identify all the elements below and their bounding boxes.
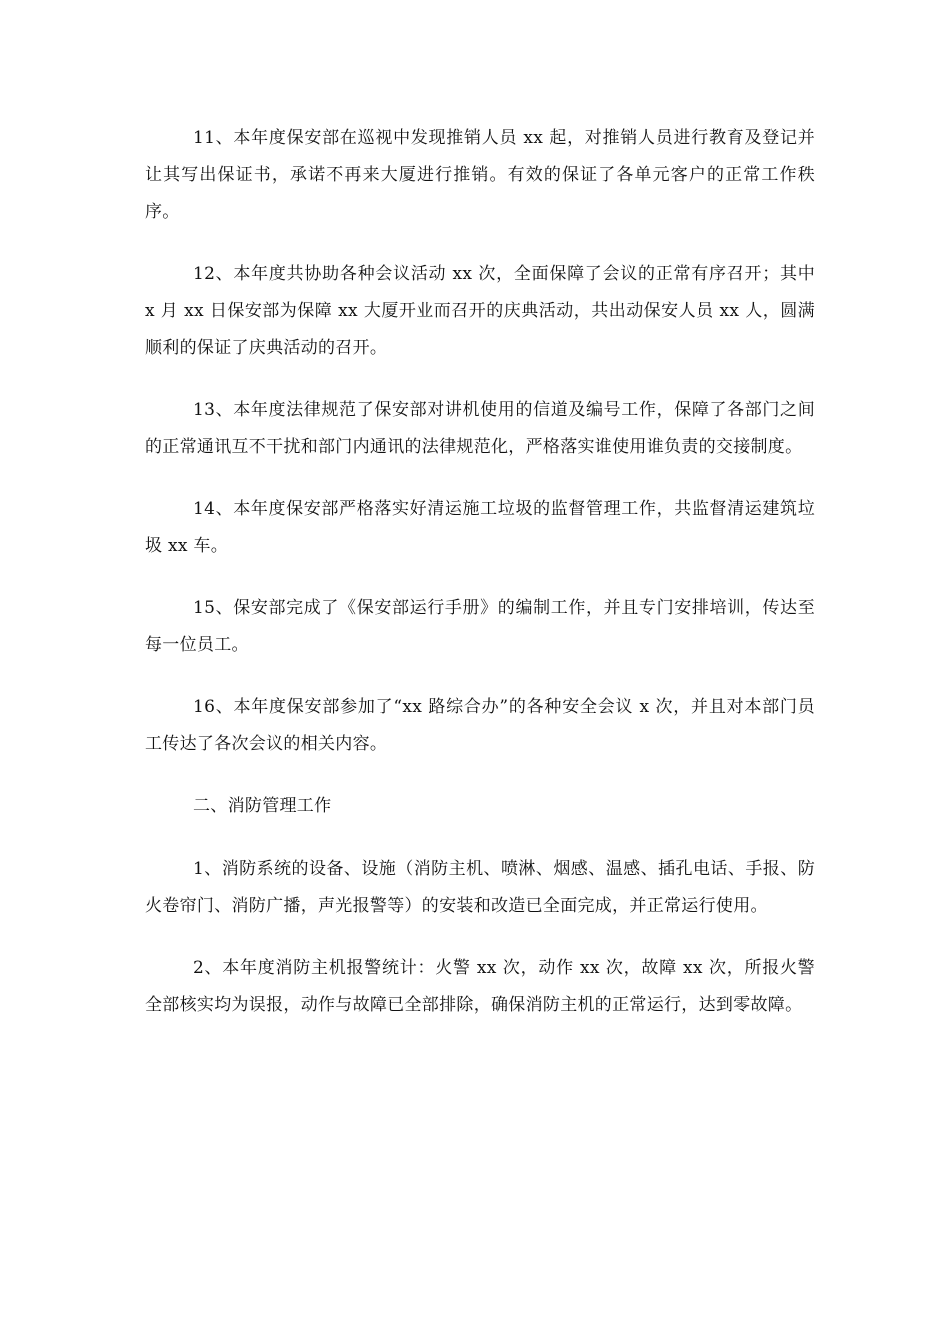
section-heading-fire-management: 二、消防管理工作	[193, 796, 332, 816]
paragraph-fire-item-1: 1、消防系统的设备、设施（消防主机、喷淋、烟感、温感、插孔电话、手报、防火卷帘门、消防广播，声光报警等）的安装和改造已全面完成，并正常运行使用。	[145, 859, 815, 916]
paragraph-fire-item-2: 2、本年度消防主机报警统计：火警 xx 次，动作 xx 次，故障 xx 次，所报火警全部核实均为误报，动作与故障已全部排除，确保消防主机的正常运行，达到零故障。	[145, 958, 815, 1015]
paragraph-item-11: 11、本年度保安部在巡视中发现推销人员 xx 起，对推销人员进行教育及登记并让其写出保证书，承诺不再来大厦进行推销。有效的保证了各单元客户的正常工作秩序。	[145, 128, 815, 222]
paragraph-item-15: 15、保安部完成了《保安部运行手册》的编制工作，并且专门安排培训，传达至每一位员工。	[145, 598, 815, 655]
paragraph-item-13: 13、本年度法律规范了保安部对讲机使用的信道及编号工作，保障了各部门之间的正常通讯互不干扰和部门内通讯的法律规范化，严格落实谁使用谁负责的交接制度。	[145, 400, 815, 457]
document-body	[145, 120, 815, 1049]
paragraph-item-14: 14、本年度保安部严格落实好清运施工垃圾的监督管理工作，共监督清运建筑垃圾 xx 车。	[145, 499, 815, 556]
paragraph-item-12: 12、本年度共协助各种会议活动 xx 次，全面保障了会议的正常有序召开；其中 x 月 xx 日保安部为保障 xx 大厦开业而召开的庆典活动，共出动保安人员 xx 人，圆满顺利的保证了庆典活动的召开。	[145, 264, 815, 358]
paragraph-item-16: 16、本年度保安部参加了“xx 路综合办”的各种安全会议 x 次，并且对本部门员工传达了各次会议的相关内容。	[145, 697, 815, 754]
